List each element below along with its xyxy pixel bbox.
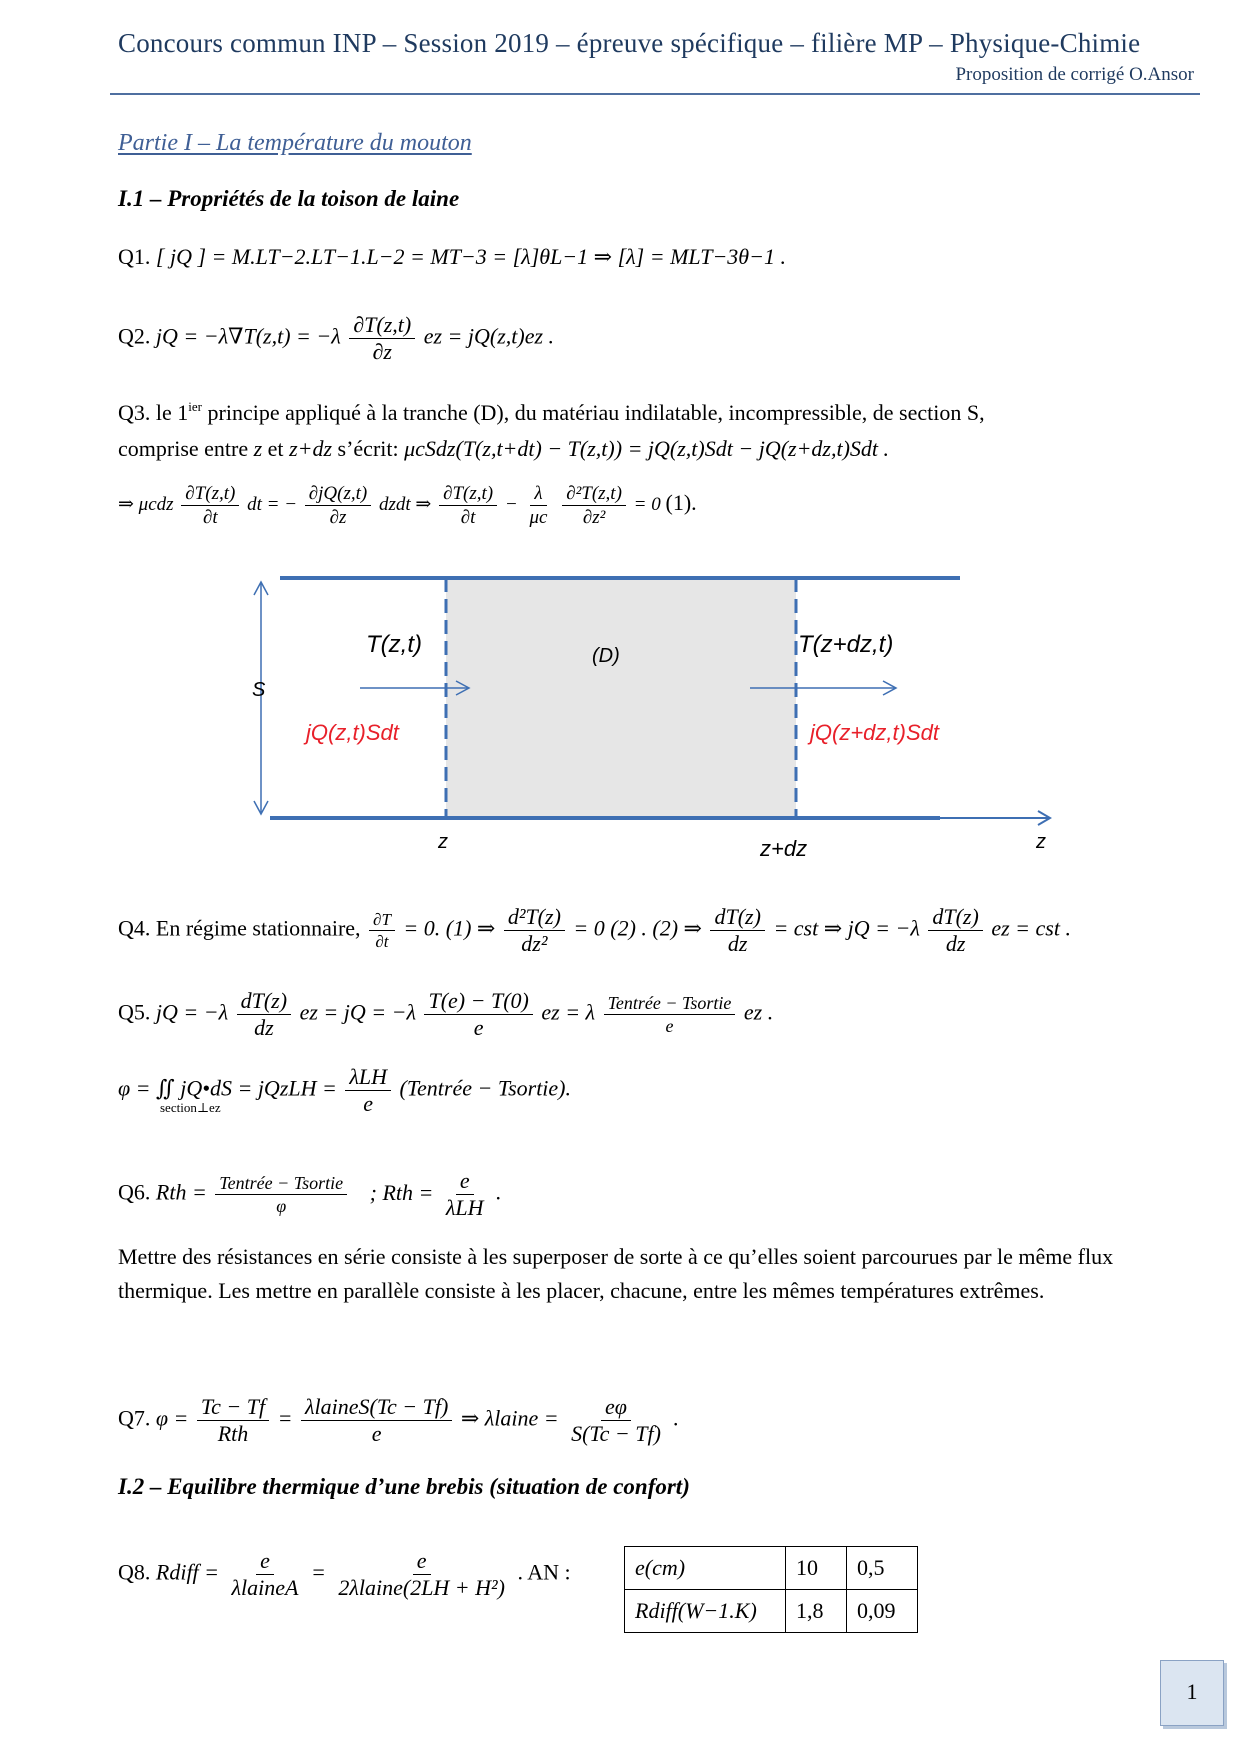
q3-l3e: = 0 <box>633 493 661 515</box>
q6-label: Q6. <box>118 1179 151 1205</box>
q6-frac-1: $\frac{\text{Tentrée − Tsortie}}{\varphi}$ <box>215 1174 347 1215</box>
table-cell: Rdiff(W−1.K) <box>625 1590 786 1633</box>
q8-line <box>118 1550 571 1599</box>
label-D: (D) <box>592 645 620 667</box>
q6-c: . <box>496 1179 502 1205</box>
q6-a: Rth = <box>155 1179 207 1205</box>
q3-frac-2: $\frac{\partial jQ(z,t)}{\partial z}$ <box>305 484 371 527</box>
q8-c: . AN : <box>517 1559 571 1585</box>
table-row <box>625 1547 918 1590</box>
q5-integral-domain: section⊥ez <box>160 1100 221 1115</box>
q3-line-1 <box>118 400 985 424</box>
q4-frac-3: $\frac{dT(z)}{dz}$ <box>710 906 764 955</box>
q3-sup: ier <box>188 399 202 414</box>
q3-zdz: z+dz <box>289 436 333 461</box>
label-z-right: z+dz <box>760 836 808 861</box>
q1-line <box>118 246 786 268</box>
q2-fraction: $\frac{\partial T(z,t)}{\partial z}$ <box>349 314 415 363</box>
table-cell: 0,5 <box>847 1547 918 1590</box>
q3-text-c: comprise entre <box>118 436 254 461</box>
q7-b: = <box>277 1405 293 1431</box>
q4-label: Q4. <box>118 915 151 941</box>
q5-d: ez . <box>743 999 774 1025</box>
q2-lhs: jQ = −λ∇T(z,t) = −λ <box>155 323 341 349</box>
q4-frac-4: $\frac{dT(z)}{dz}$ <box>928 906 982 955</box>
label-z-axis: z <box>1036 831 1046 853</box>
label-z-left: z <box>438 831 448 853</box>
label-T-left: T(z,t) <box>366 631 422 658</box>
page-number-box <box>1160 1660 1224 1726</box>
q5-frac-2: $\frac{T(e) - T(0)}{e}$ <box>424 990 532 1039</box>
q3-label: Q3. <box>118 400 151 425</box>
q5-phi-a: φ = ∬ <box>118 1075 175 1101</box>
label-flux-left: jQ(z,t)Sdt <box>306 720 399 745</box>
q7-frac-3: $\frac{e\varphi}{S(Tc - Tf)}$ <box>571 1394 661 1446</box>
q7-a: φ = <box>155 1405 189 1431</box>
q3-frac-4: $\frac{\lambda}{\mu c}$ <box>529 483 548 528</box>
q2-rhs: ez = jQ(z,t)ez . <box>423 323 555 349</box>
q8-frac-2: $\frac{e}{\text{2λlaine(2LH + H²)}}$ <box>338 1548 505 1600</box>
q4-d: ez = cst . <box>991 915 1071 941</box>
q3-text-a: le 1 <box>155 400 189 425</box>
q6-frac-2: $\frac{e}{\text{λLH}}$ <box>445 1168 484 1220</box>
q8-frac-1: $\frac{e}{\text{λlaineA}}$ <box>231 1548 299 1600</box>
page-header-subtitle: Proposition de corrigé O.Ansor <box>955 64 1194 85</box>
q2-line <box>118 314 554 363</box>
q3-z: z <box>253 436 263 461</box>
table-cell: 10 <box>786 1547 847 1590</box>
q7-label: Q7. <box>118 1405 151 1431</box>
q3-l3c: dzdt ⇒ <box>378 493 432 515</box>
q3-frac-5: $\frac{\text{∂²T(z,t)}}{\text{∂z²}}$ <box>562 484 626 527</box>
section-title-2: I.2 – Equilibre thermique d’une brebis (situation de confort) <box>118 1474 690 1499</box>
q3-frac-3: $\frac{\partial T(z,t)}{\partial t}$ <box>439 484 497 527</box>
part-title: Partie I – La température du mouton <box>118 130 472 156</box>
q7-line <box>118 1396 679 1445</box>
q5-b: ez = jQ = −λ <box>299 999 416 1025</box>
q5-a: jQ = −λ <box>155 999 229 1025</box>
q5-frac-4: $\frac{\text{λLH}}{e}$ <box>345 1066 391 1115</box>
q4-b: = 0 (2) . (2) ⇒ <box>573 915 702 941</box>
q5-frac-3: $\frac{\text{Tentrée − Tsortie}}{e}$ <box>604 994 736 1035</box>
series-parallel-paragraph: Mettre des résistances en série consiste à les superposer de sorte à ce qu’elles soient parcourues par le même flux thermique. Les mettre en parallèle consiste à les placer, chacune, entre les mêmes températures extrêmes. <box>118 1244 1114 1303</box>
label-T-right: T(z+dz,t) <box>798 631 894 658</box>
q7-frac-1: $\frac{Tc - Tf}{\text{Rth}}$ <box>197 1396 269 1445</box>
section-title-1: I.1 – Propriétés de la toison de laine <box>118 186 460 211</box>
q6-line <box>118 1170 502 1219</box>
q4-line <box>118 906 1071 955</box>
table-cell: 0,09 <box>847 1590 918 1633</box>
q8-label: Q8. <box>118 1559 151 1585</box>
q4-text: En régime stationnaire, <box>155 915 361 941</box>
label-flux-right: jQ(z+dz,t)Sdt <box>810 720 939 745</box>
q7-c: ⇒ λlaine = <box>460 1405 559 1431</box>
q5-c: ez = λ <box>541 999 596 1025</box>
q4-a: = 0. (1) ⇒ <box>403 915 496 941</box>
q1-equation: [ jQ ] = M.LT−2.LT−1.L−2 = MT−3 = [λ]θL−1 ⇒ [λ] = MLT−3θ−1 . <box>155 244 786 269</box>
q8-a: Rdiff = <box>155 1559 220 1585</box>
q1-label: Q1. <box>118 244 151 269</box>
table-row <box>625 1590 918 1633</box>
q7-frac-2: $\frac{\text{λlaineS(Tc − Tf)}}{e}$ <box>301 1396 452 1445</box>
q3-line-3 <box>118 484 697 527</box>
label-S: S <box>252 679 266 701</box>
q3-l3d: − <box>504 493 518 515</box>
q3-eqnum: (1). <box>665 489 697 515</box>
q3-line-2 <box>118 438 889 460</box>
q3-balance: μcSdz(T(z,t+dt) − T(z,t)) = jQ(z,t)Sdt − jQ(z+dz,t)Sdt . <box>404 436 890 461</box>
q3-et: et <box>262 436 290 461</box>
q3-l3a: ⇒ μcdz <box>118 493 174 515</box>
q5-phi-c: (Tentrée − Tsortie). <box>399 1075 572 1101</box>
header-divider <box>110 93 1200 95</box>
q5-frac-1: $\frac{dT(z)}{dz}$ <box>237 990 291 1039</box>
q3-text-d: s’écrit: <box>332 436 405 461</box>
numerical-application-table <box>624 1546 918 1633</box>
q4-frac-2: $\frac{\text{d²T(z)}}{\text{dz²}}$ <box>504 906 565 955</box>
q5-label: Q5. <box>118 999 151 1025</box>
q5-line-1 <box>118 990 773 1039</box>
table-cell: 1,8 <box>786 1590 847 1633</box>
q5-phi-b: jQ•dS = jQzLH = <box>180 1075 337 1101</box>
page-number: 1 <box>1186 1679 1198 1704</box>
q4-frac-1: $\frac{\partial T}{\partial t}$ <box>369 911 395 950</box>
page-header-title: Concours commun INP – Session 2019 – épreuve spécifique – filière MP – Physique-Chimie <box>118 28 1141 58</box>
q2-label: Q2. <box>118 323 151 349</box>
q3-frac-1: $\frac{\partial T(z,t)}{\partial t}$ <box>181 484 239 527</box>
q7-d: . <box>673 1405 679 1431</box>
slab-diagram <box>250 568 1070 868</box>
table-cell: e(cm) <box>625 1547 786 1590</box>
q6-b: ; Rth = <box>369 1179 434 1205</box>
q3-text-b: principe appliqué à la tranche (D), du matériau indilatable, incompressible, de section S, <box>202 400 985 425</box>
slab-fill <box>446 578 796 818</box>
q4-c: = cst ⇒ jQ = −λ <box>773 915 920 941</box>
q8-b: = <box>310 1559 326 1585</box>
q3-l3b: dt = − <box>247 493 298 515</box>
